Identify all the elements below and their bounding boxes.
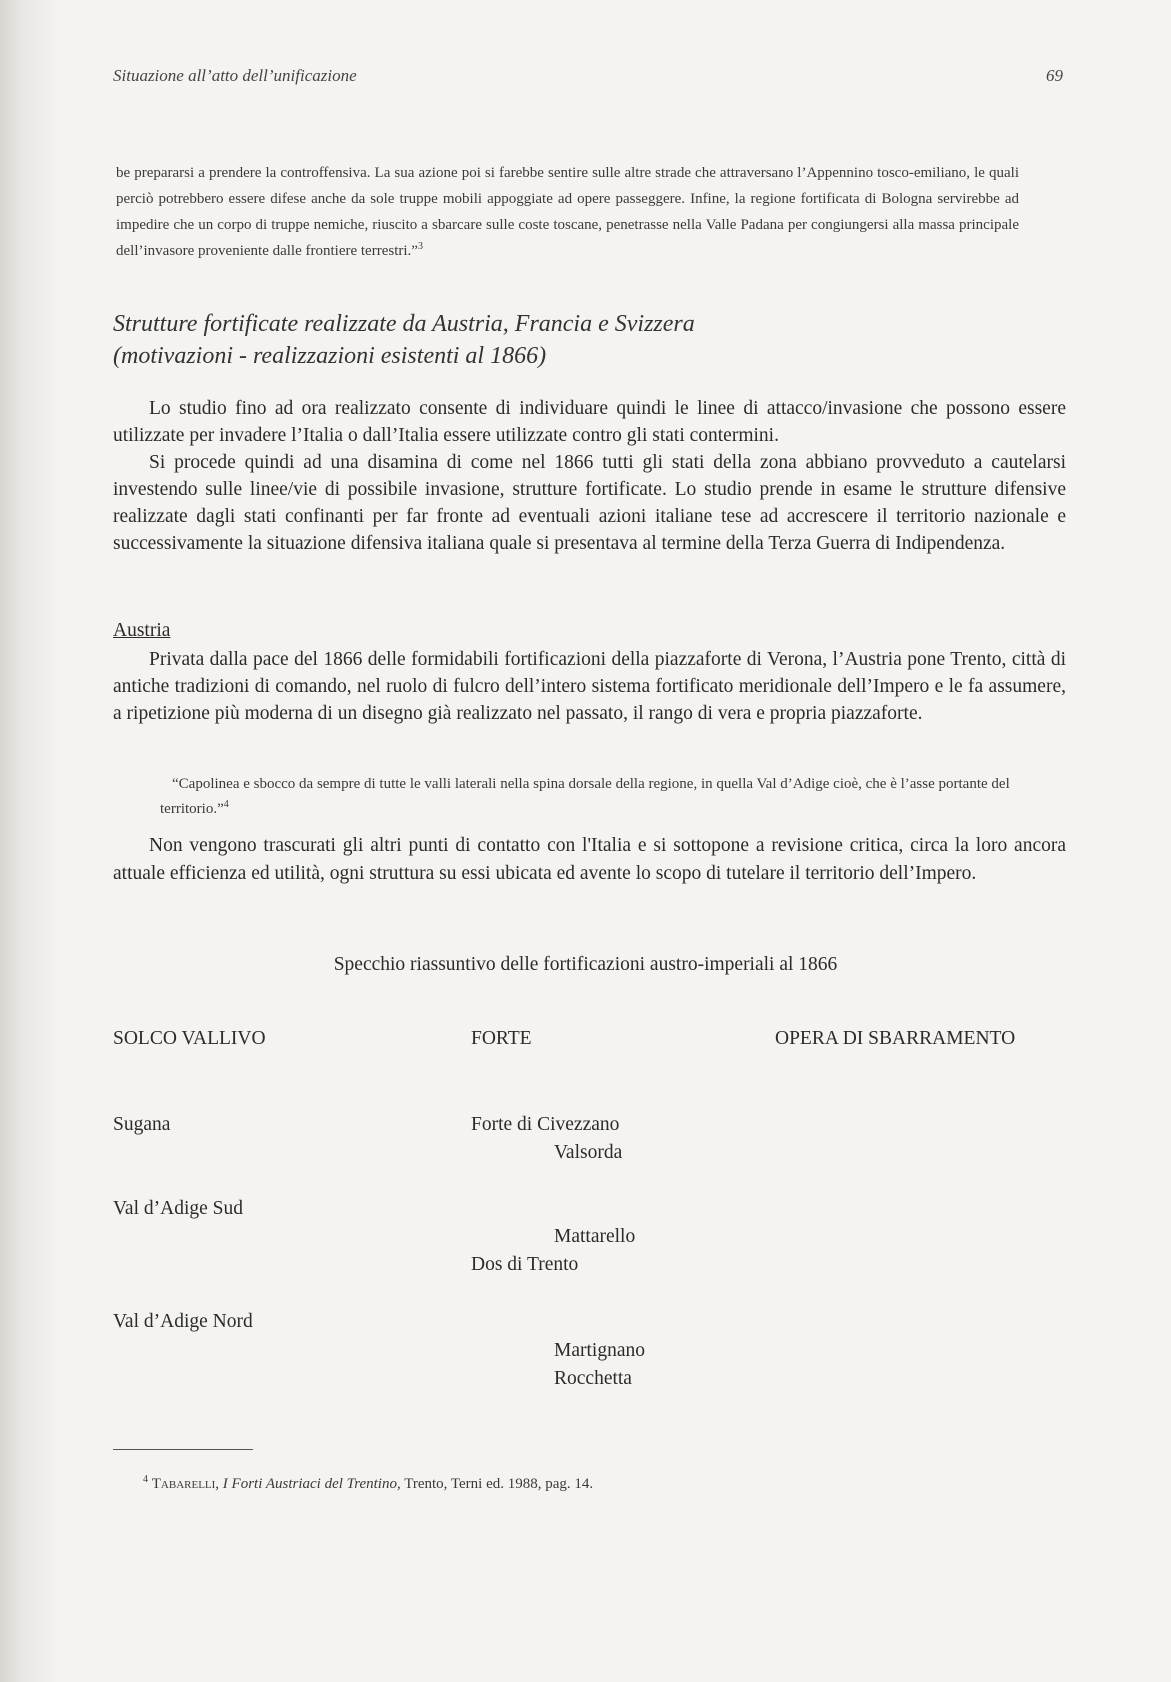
table-caption: Specchio riassuntivo delle fortificazioni austro-imperiali al 1866: [333, 954, 838, 975]
paragraph: Si procede quindi ad una disamina di come nel 1866 tutti gli stati della zona abbiano provveduto a cautelarsi investendo sulle linee/vie di possibile invasione, strutture fortificate. Lo studio prende in esame le strutture difensive realizzate dagli stati confinanti per far fronte ad eventuali azioni italiane tese ad accrescere il territorio nazionale e successivamente la situazione difensiva italiana quale si presentava al termine della Terza Guerra di Indipendenza.: [113, 452, 1066, 554]
fort-cell: Dos di Trento: [471, 1254, 579, 1275]
paragraph: Privata dalla pace del 1866 delle formidabili fortificazioni della piazzaforte di Verona, l’Austria pone Trento, città di antiche tradizioni di comando, nel ruolo di fulcro dell’intero sistema fortificato meridionale dell’Impero e le fa assumere, a ripetizione più moderna di un disegno già realizzato nel passato, il rango di vera e propria piazzaforte.: [113, 649, 1066, 724]
footnote-ref-4: 4: [223, 799, 229, 810]
block-quote-continuation: [116, 160, 1019, 264]
subheading-austria: Austria: [113, 620, 171, 641]
valley-cell: Sugana: [113, 1114, 171, 1135]
barrier-cell: Mattarello: [554, 1226, 636, 1247]
column-header-barrier: OPERA DI SBARRAMENTO: [775, 1028, 1016, 1049]
footnote-details: , Trento, Terni ed. 1988, pag. 14.: [396, 1476, 594, 1492]
footnote-author: Tabarelli: [151, 1476, 216, 1492]
block-quote: [160, 772, 1020, 822]
quote-text: “Capolinea e sbocco da sempre di tutte le valli laterali nella spina dorsale della regione, in quella Val d’Adige cioè, che è l’asse portante del territorio.”: [160, 776, 1010, 817]
footnote-title: I Forti Austriaci del Trentino: [222, 1476, 397, 1492]
column-header-valley: SOLCO VALLIVO: [113, 1028, 266, 1049]
austria-body-text-2: [113, 832, 1066, 888]
body-text: [113, 395, 1066, 557]
section-heading: [113, 308, 1013, 372]
barrier-cell: Rocchetta: [554, 1368, 632, 1389]
barrier-cell: Valsorda: [554, 1142, 623, 1163]
footnote-marker: 4: [143, 1474, 148, 1485]
section-title-line-2: (motivazioni - realizzazioni esistenti al 1866): [113, 343, 547, 369]
paragraph: Lo studio fino ad ora realizzato consente di individuare quindi le linee di attacco/invasione che possono essere utilizzate per invadere l’Italia o dall’Italia essere utilizzate contro gli stati contermini.: [113, 398, 1066, 446]
footnote-separator: [113, 1449, 253, 1450]
austria-body-text: [113, 646, 1066, 727]
barrier-cell: Martignano: [554, 1340, 645, 1361]
running-title: Situazione all’atto dell’unificazione: [113, 66, 357, 85]
running-header: [113, 66, 1063, 94]
column-header-fort: FORTE: [471, 1028, 532, 1049]
quote-text: be prepararsi a prendere la controffensiva. La sua azione poi si farebbe sentire sulle altre strade che attraversano l’Appennino tosco-emiliano, le quali perciò potrebbero essere difese anche da sole truppe mobili appoggiate ad opere passeggere. Infine, la regione fortificata di Bologna servirebbe ad impedire che un corpo di truppe nemiche, riuscito a sbarcare sulle coste toscane, penetrasse nella Valle Padana per congiungersi alla massa principale dell’invasore proveniente dalle frontiere terrestri.”: [116, 165, 1019, 259]
page-number: 69: [1046, 66, 1063, 85]
footnote: $^4$ Tabarelli, I Forti Austriaci del Trentino, Trento, Terni ed. 1988, pag. 14.: [143, 1474, 594, 1492]
paragraph: Non vengono trascurati gli altri punti di contatto con l'Italia e si sottopone a revisione critica, circa la loro ancora attuale efficienza ed utilità, ogni struttura su essi ubicata ed avente lo scopo di tutelare il territorio dell’Impero.: [113, 835, 1066, 884]
valley-cell: Val d’Adige Nord: [113, 1311, 253, 1332]
section-title-line-1: Strutture fortificate realizzate da Austria, Francia e Svizzera: [113, 311, 695, 337]
valley-cell: Val d’Adige Sud: [113, 1198, 243, 1219]
footnote-ref-3: 3: [417, 241, 423, 252]
page-binding-shadow: [0, 0, 60, 1682]
fort-cell: Forte di Civezzano: [471, 1114, 620, 1135]
